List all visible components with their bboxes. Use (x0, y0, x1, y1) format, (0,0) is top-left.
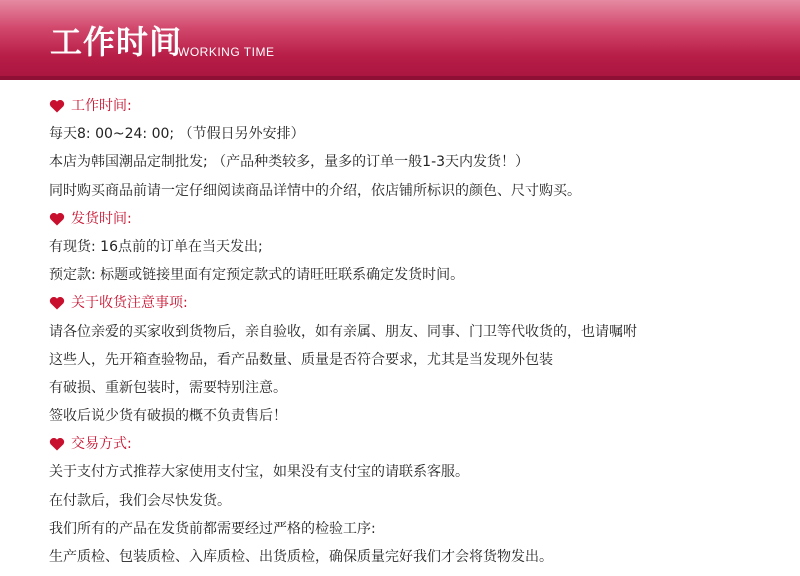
banner-bottom-edge (0, 76, 800, 80)
heart-icon (49, 437, 65, 451)
section-heading-payment-method (49, 430, 789, 458)
section-heading-shipping-time (49, 205, 789, 233)
section-heading-text: 交易方式: (71, 436, 132, 453)
header-banner (0, 0, 800, 80)
text-line: 每天8: 00~24: 00; （节假日另外安排） (49, 126, 305, 143)
text-line: 关于支付方式推荐大家使用支付宝，如果没有支付宝的请联系客服。 (49, 464, 469, 481)
banner-title: 工作时间 (50, 23, 183, 61)
content-area (49, 92, 789, 571)
text-line: 同时购买商品前请一定仔细阅读商品详情中的介绍，依店铺所标识的颜色、尺寸购买。 (49, 182, 581, 199)
text-line: 这些人，先开箱查验物品，看产品数量、质量是否符合要求，尤其是当发现外包装 (49, 351, 553, 368)
text-line: 签收后说少货有破损的概不负责售后！ (49, 408, 287, 425)
text-line: 本店为韩国潮品定制批发; （产品种类较多，量多的订单一般1-3天内发货！） (49, 154, 530, 171)
text-line: 生产质检、包装质检、入库质检、出货质检，确保质量完好我们才会将货物发出。 (49, 549, 553, 565)
section-heading-text: 发货时间: (71, 210, 132, 227)
section-heading-text: 工作时间: (71, 98, 132, 115)
heart-icon (49, 212, 65, 226)
text-line: 有现货: 16点前的订单在当天发出; (49, 238, 263, 255)
text-line: 预定款: 标题或链接里面有定预定款式的请旺旺联系确定发货时间。 (49, 267, 465, 284)
heart-icon (49, 99, 65, 113)
heart-icon (49, 296, 65, 310)
section-heading-work-hours (49, 92, 789, 120)
section-heading-text: 关于收货注意事项: (71, 295, 188, 312)
text-line: 在付款后，我们会尽快发货。 (49, 492, 231, 509)
section-heading-receipt-notes (49, 289, 789, 317)
banner-subtitle: WORKING TIME (178, 45, 275, 59)
text-line: 请各位亲爱的买家收到货物后，亲自验收，如有亲属、朋友、同事、门卫等代收货的，也请嘱咐 (49, 323, 637, 340)
text-line: 有破损、重新包装时，需要特别注意。 (49, 379, 287, 396)
text-line: 我们所有的产品在发货前都需要经过严格的检验工序: (49, 520, 376, 537)
